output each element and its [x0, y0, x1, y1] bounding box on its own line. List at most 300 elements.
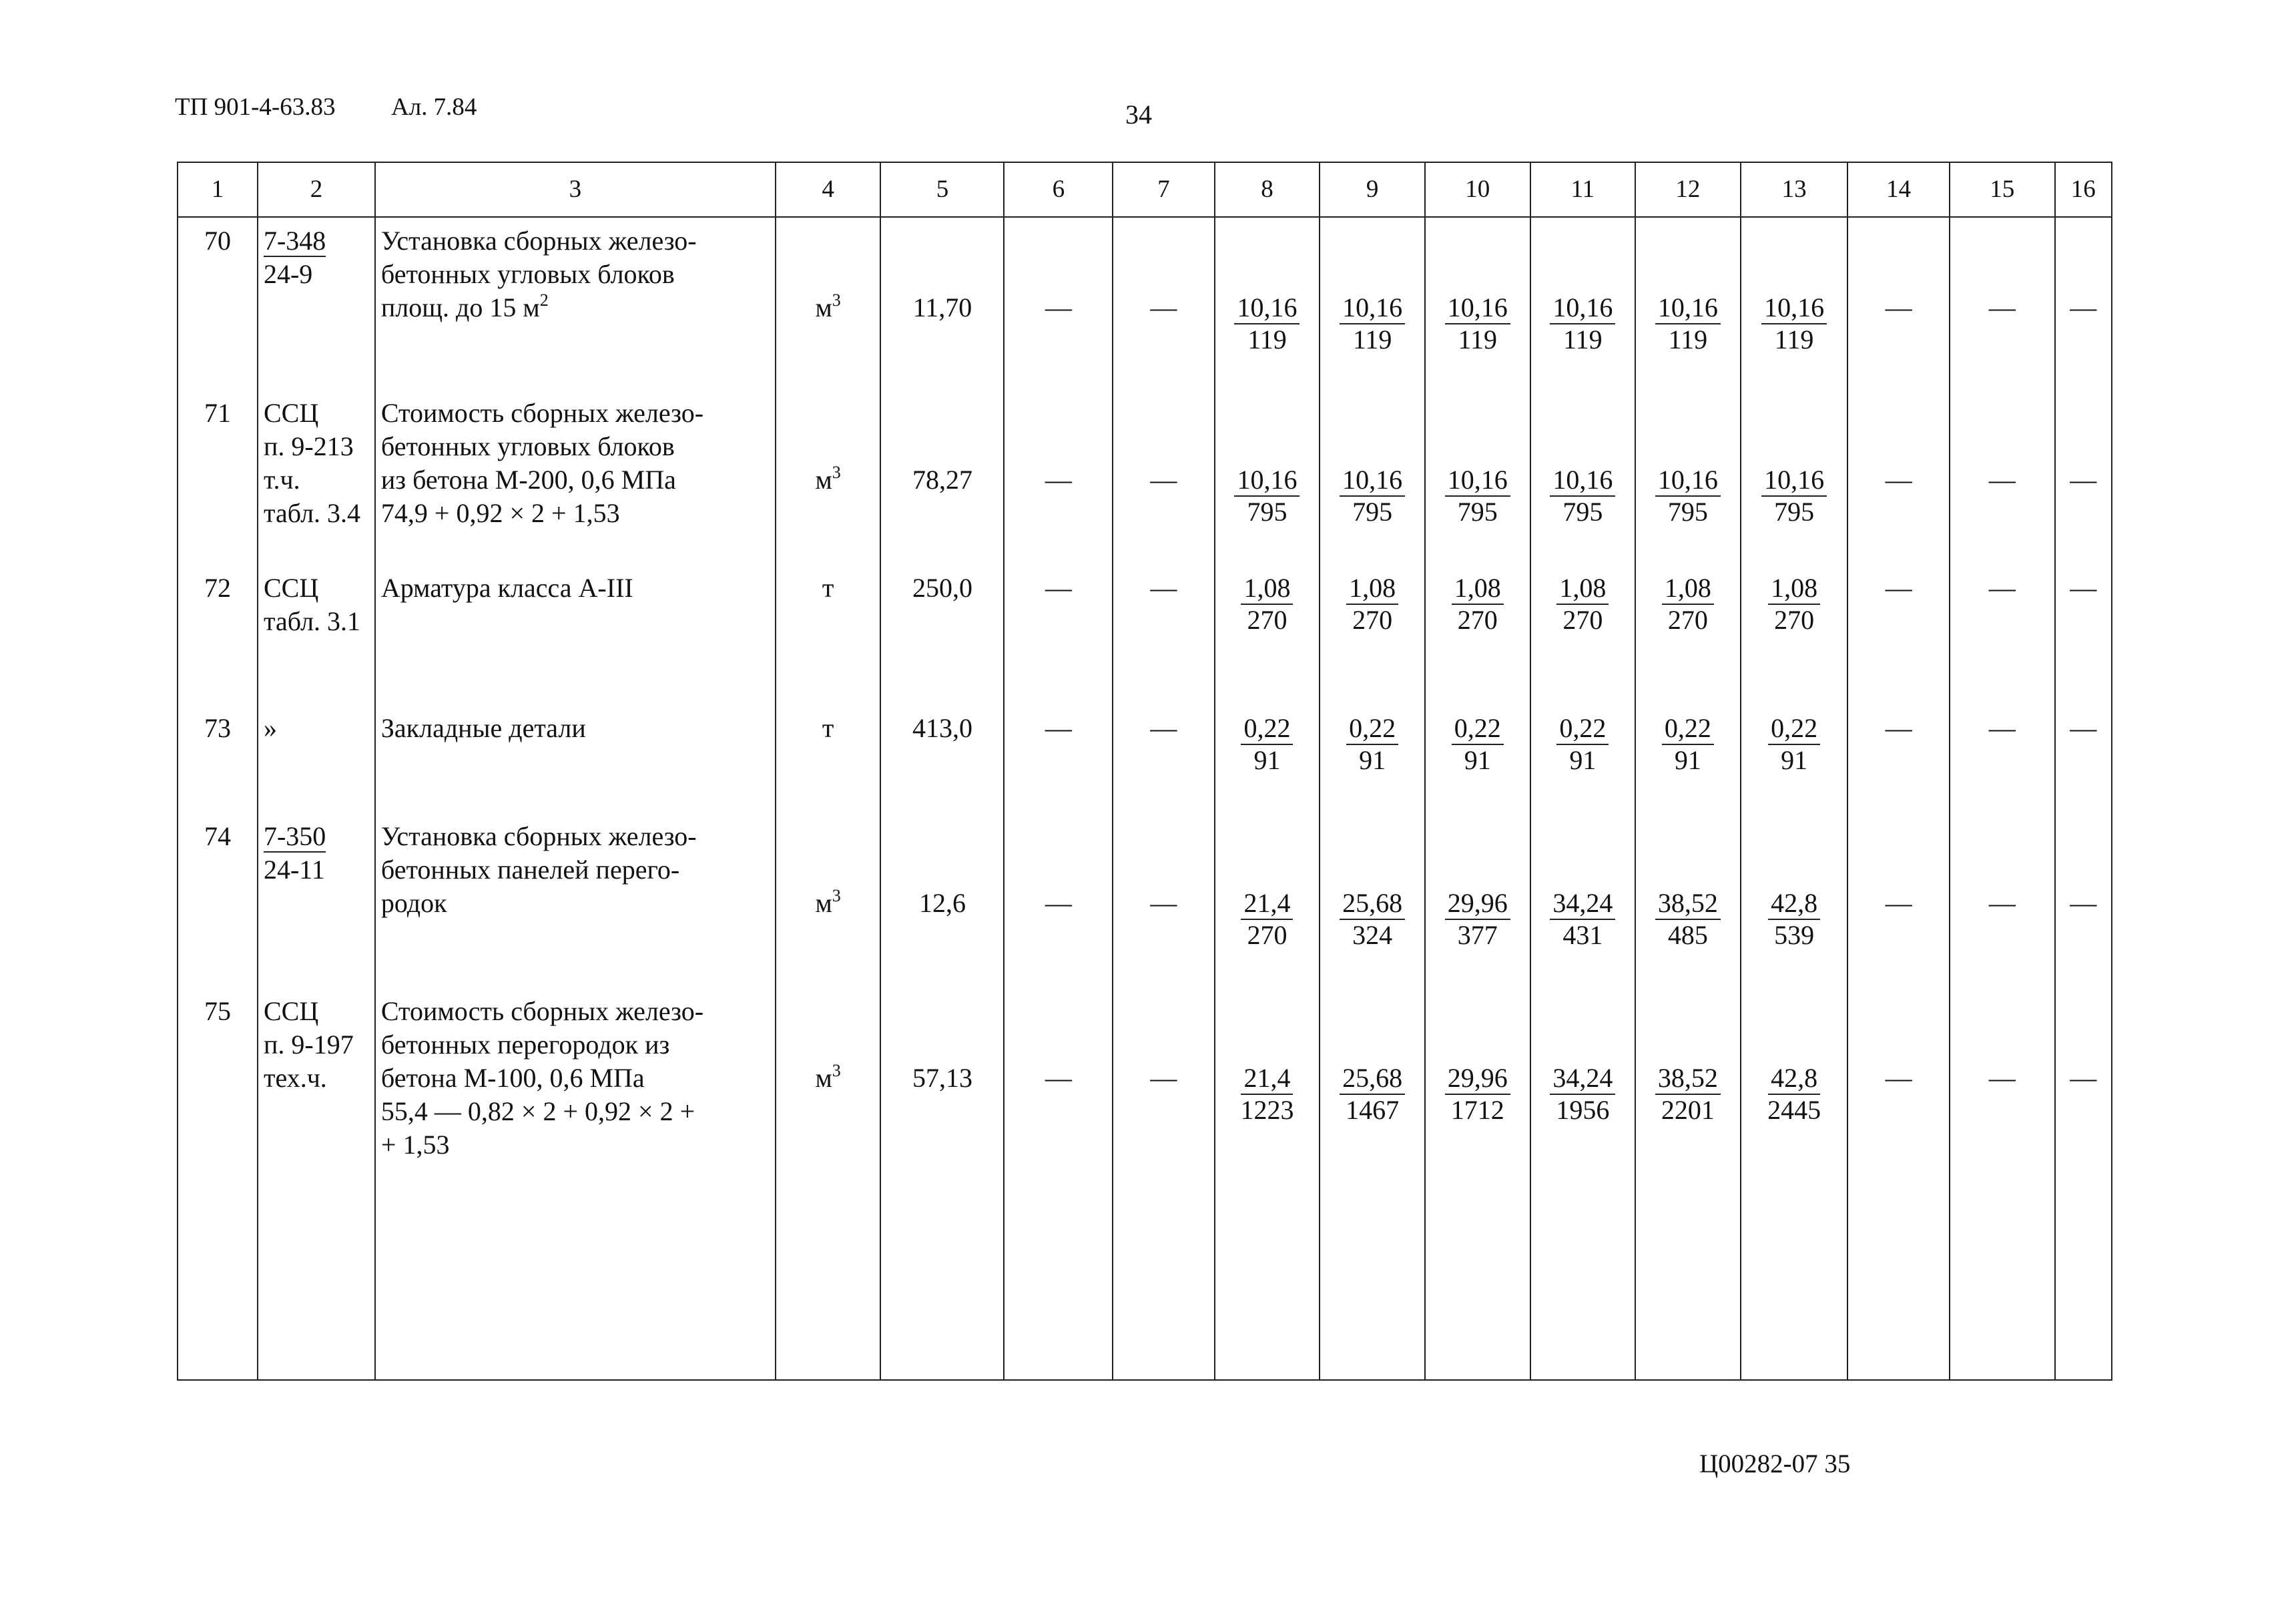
quantity-cost-fraction: [1234, 292, 1300, 355]
description-line: 74,9 + 0,92 × 2 + 1,53: [380, 498, 620, 528]
quantity-cost-cell: [1215, 813, 1320, 988]
col14-cell: [1847, 988, 1950, 1380]
unit-cell-value: $м^3$: [815, 885, 841, 918]
spacer: [1956, 397, 2049, 463]
col15-cell-value: —: [1988, 1063, 2016, 1093]
quantity-value: 10,16: [1550, 292, 1615, 324]
table-row: [178, 705, 2112, 813]
quantity-cost-fraction: [1340, 888, 1405, 951]
unit-cell-value: $м^3$: [815, 290, 841, 322]
cost-value: 119: [1352, 324, 1392, 355]
spacer: [2061, 397, 2106, 463]
col7-cell-value: —: [1150, 888, 1177, 918]
spacer: [1326, 224, 1419, 291]
quantity-cost-fraction: [1237, 1063, 1296, 1126]
quantity-cost-cell: [1741, 813, 1848, 988]
quantity-value: 29,96: [1445, 888, 1510, 920]
quantity-value: 38,52: [1655, 1063, 1721, 1095]
quantity-value: 10,16: [1655, 465, 1721, 497]
col15-cell: [1950, 988, 2055, 1380]
spacer: [1641, 995, 1735, 1062]
spacer: [1853, 820, 1944, 887]
quantity-value: 42,8: [1768, 1063, 1820, 1095]
quantity-cost-fraction: [1241, 888, 1293, 951]
quantity-cost-cell: [1635, 217, 1741, 390]
cost-value: 795: [1352, 497, 1393, 527]
column-header-5: 5: [880, 162, 1004, 217]
norm-reference: [258, 565, 375, 705]
quantity-cost-cell: [1215, 988, 1320, 1380]
cost-value: 1956: [1556, 1095, 1610, 1125]
quantity-value: 42,8: [1768, 888, 1820, 920]
quantity-cost-cell: [1320, 565, 1425, 705]
page-number: 34: [1125, 99, 1152, 130]
col6-cell-value: —: [1045, 573, 1072, 603]
column-header-6: 6: [1004, 162, 1113, 217]
col14-cell-value: —: [1885, 292, 1912, 322]
col16-cell: [2055, 988, 2112, 1380]
unit-price-cell-value: 78,27: [912, 465, 972, 495]
norm-reference: [258, 988, 375, 1380]
reference-line: п. 9-213: [263, 431, 354, 461]
unit-cell-value: $м^3$: [815, 1060, 841, 1093]
reference-line: 24-11: [263, 855, 325, 885]
quantity-cost-cell: [1320, 813, 1425, 988]
quantity-value: 29,96: [1445, 1063, 1510, 1095]
quantity-value: 10,16: [1234, 465, 1300, 497]
spacer: [1119, 397, 1209, 463]
col6-cell: [1004, 988, 1113, 1380]
quantity-cost-fraction: [1662, 713, 1714, 776]
description-line: Закладные детали: [380, 713, 586, 743]
cost-value: 91: [1569, 745, 1597, 775]
reference-line: ССЦ: [263, 573, 319, 603]
estimate-table: [177, 162, 2112, 1381]
cost-value: 270: [1457, 605, 1498, 635]
description-line: бетонных угловых блоков: [380, 259, 675, 289]
quantity-value: 25,68: [1340, 1063, 1405, 1095]
work-description: [375, 705, 776, 813]
reference-line: п. 9-197: [263, 1029, 354, 1060]
quantity-cost-cell: [1741, 390, 1848, 565]
quantity-cost-cell: [1215, 705, 1320, 813]
quantity-value: 1,08: [1241, 573, 1293, 605]
description-line: бетона М-100, 0,6 МПа: [380, 1063, 645, 1093]
column-header-15: 15: [1950, 162, 2055, 217]
column-header-13: 13: [1741, 162, 1848, 217]
quantity-cost-fraction: [1761, 292, 1827, 355]
reference-line: ССЦ: [263, 398, 319, 428]
col6-cell: [1004, 813, 1113, 988]
col16-cell-value: —: [2070, 292, 2097, 322]
quantity-cost-cell: [1530, 565, 1636, 705]
quantity-cost-fraction: [1340, 1063, 1405, 1126]
col6-cell-value: —: [1045, 465, 1072, 495]
quantity-cost-cell: [1635, 988, 1741, 1380]
cost-value: 1223: [1240, 1095, 1294, 1125]
quantity-cost-cell: [1741, 565, 1848, 705]
cost-value: 485: [1667, 920, 1708, 950]
reference-numerator: 7-348: [263, 226, 326, 256]
quantity-cost-fraction: [1445, 465, 1510, 527]
quantity-cost-fraction: [1550, 888, 1615, 951]
cost-value: 431: [1562, 920, 1603, 950]
quantity-cost-cell: [1425, 217, 1530, 390]
quantity-cost-fraction: [1234, 465, 1300, 527]
quantity-value: 1,08: [1556, 573, 1609, 605]
cost-value: 119: [1458, 324, 1497, 355]
quantity-cost-fraction: [1768, 888, 1820, 951]
quantity-cost-fraction: [1241, 573, 1293, 636]
col16-cell: [2055, 705, 2112, 813]
cost-value: 795: [1247, 497, 1287, 527]
row-number: 71: [178, 390, 258, 565]
norm-reference: [258, 217, 375, 390]
col14-cell-value: —: [1885, 465, 1912, 495]
description-line: из бетона М-200, 0,6 МПа: [380, 465, 676, 495]
spacer: [1641, 224, 1735, 291]
quantity-cost-fraction: [1761, 465, 1827, 527]
quantity-cost-cell: [1425, 813, 1530, 988]
quantity-cost-fraction: [1346, 713, 1398, 776]
spacer: [1536, 224, 1630, 291]
cost-value: 119: [1668, 324, 1708, 355]
quantity-cost-fraction: [1241, 713, 1293, 776]
quantity-value: 1,08: [1346, 573, 1398, 605]
quantity-value: 10,16: [1761, 465, 1827, 497]
description-line: 55,4 — 0,82 × 2 + 0,92 × 2 +: [380, 1096, 695, 1126]
quantity-value: 10,16: [1340, 465, 1405, 497]
unit-price-cell: [880, 813, 1004, 988]
col14-cell-value: —: [1885, 1063, 1912, 1093]
spacer: [782, 397, 875, 463]
work-description: [375, 390, 776, 565]
spacer: [886, 995, 998, 1062]
unit-price-cell: [880, 390, 1004, 565]
table-row: [178, 390, 2112, 565]
quantity-cost-cell: [1530, 705, 1636, 813]
spacer: [1853, 224, 1944, 291]
col16-cell-value: —: [2070, 1063, 2097, 1093]
quantity-cost-cell: [1425, 565, 1530, 705]
quantity-value: 1,08: [1662, 573, 1714, 605]
description-line: Установка сборных железо-: [380, 226, 697, 256]
col14-cell: [1847, 705, 1950, 813]
column-header-12: 12: [1635, 162, 1741, 217]
work-description: [375, 217, 776, 390]
column-header-3: 3: [375, 162, 776, 217]
spacer: [1119, 820, 1209, 887]
spacer: [1747, 224, 1842, 291]
quantity-cost-cell: [1635, 813, 1741, 988]
quantity-cost-cell: [1215, 390, 1320, 565]
reference-line: табл. 3.4: [263, 498, 361, 528]
quantity-cost-fraction: [1550, 465, 1615, 527]
col14-cell-value: —: [1885, 888, 1912, 918]
quantity-cost-cell: [1425, 705, 1530, 813]
reference-line: 24-9: [263, 259, 313, 289]
spacer: [1956, 224, 2049, 291]
description-line: Установка сборных железо-: [380, 821, 697, 851]
description-line: площ. до 15 $м^2$: [380, 290, 549, 322]
unit-cell-value: т: [822, 573, 834, 603]
quantity-cost-fraction: [1768, 573, 1820, 636]
quantity-cost-fraction: [1655, 465, 1721, 527]
spacer: [1747, 820, 1842, 887]
unit-cell: [776, 217, 881, 390]
col7-cell: [1113, 390, 1215, 565]
quantity-cost-fraction: [1346, 573, 1398, 636]
spacer: [1431, 397, 1524, 463]
reference-line: [264, 820, 369, 853]
quantity-cost-fraction: [1340, 292, 1405, 355]
col15-cell-value: —: [1988, 292, 2016, 322]
col15-cell-value: —: [1988, 888, 2016, 918]
quantity-cost-fraction: [1662, 573, 1714, 636]
quantity-cost-fraction: [1445, 1063, 1510, 1126]
quantity-cost-cell: [1741, 217, 1848, 390]
quantity-cost-fraction: [1655, 1063, 1721, 1126]
col15-cell: [1950, 390, 2055, 565]
unit-price-cell-value: 57,13: [912, 1063, 972, 1093]
unit-cell: [776, 988, 881, 1380]
spacer: [1221, 224, 1314, 291]
quantity-cost-cell: [1635, 705, 1741, 813]
quantity-value: 10,16: [1340, 292, 1405, 324]
spacer: [1956, 995, 2049, 1062]
spacer: [1853, 995, 1944, 1062]
quantity-cost-cell: [1215, 217, 1320, 390]
col15-cell-value: —: [1988, 573, 2016, 603]
unit-cell: [776, 813, 881, 988]
quantity-value: 21,4: [1241, 1063, 1293, 1095]
col14-cell: [1847, 813, 1950, 988]
cost-value: 795: [1562, 497, 1603, 527]
column-header-11: 11: [1530, 162, 1636, 217]
col7-cell-value: —: [1150, 465, 1177, 495]
unit-cell: [776, 390, 881, 565]
unit-price-cell-value: 12,6: [918, 888, 966, 918]
quantity-value: 0,22: [1662, 713, 1714, 745]
quantity-cost-fraction: [1452, 713, 1504, 776]
row-number: 73: [178, 705, 258, 813]
col16-cell-value: —: [2070, 713, 2097, 743]
column-number-header: [178, 162, 2112, 217]
unit-cell-value: $м^3$: [815, 462, 841, 495]
description-line: Арматура класса А-III: [380, 573, 633, 603]
reference-line: ССЦ: [263, 996, 319, 1026]
cost-value: 377: [1457, 920, 1498, 950]
quantity-value: 0,22: [1241, 713, 1293, 745]
cost-value: 270: [1352, 605, 1393, 635]
spacer: [1010, 224, 1107, 291]
description-line: + 1,53: [380, 1130, 450, 1160]
row-number: 75: [178, 988, 258, 1380]
col6-cell: [1004, 705, 1113, 813]
cost-value: 795: [1667, 497, 1708, 527]
quantity-value: 0,22: [1346, 713, 1398, 745]
col16-cell-value: —: [2070, 888, 2097, 918]
quantity-value: 0,22: [1452, 713, 1504, 745]
work-description: [375, 988, 776, 1380]
col7-cell: [1113, 705, 1215, 813]
quantity-value: 10,16: [1445, 292, 1510, 324]
document-code: ТП 901-4-63.83: [175, 93, 336, 121]
quantity-cost-fraction: [1765, 1063, 1823, 1126]
cost-value: 91: [1359, 745, 1386, 775]
row-number: 72: [178, 565, 258, 705]
quantity-cost-cell: [1635, 390, 1741, 565]
spacer: [1747, 995, 1842, 1062]
column-header-2: 2: [258, 162, 375, 217]
cost-value: 324: [1352, 920, 1393, 950]
column-header-14: 14: [1847, 162, 1950, 217]
spacer: [2061, 820, 2106, 887]
col15-cell: [1950, 705, 2055, 813]
unit-cell: [776, 705, 881, 813]
cost-value: 2201: [1661, 1095, 1715, 1125]
cost-value: 795: [1774, 497, 1815, 527]
col6-cell: [1004, 217, 1113, 390]
column-header-10: 10: [1425, 162, 1530, 217]
row-number: 74: [178, 813, 258, 988]
quantity-value: 0,22: [1556, 713, 1609, 745]
col14-cell-value: —: [1885, 573, 1912, 603]
work-description: [375, 565, 776, 705]
quantity-cost-cell: [1320, 705, 1425, 813]
spacer: [1853, 397, 1944, 463]
quantity-cost-fraction: [1445, 292, 1510, 355]
quantity-cost-fraction: [1556, 713, 1609, 776]
quantity-value: 10,16: [1445, 465, 1510, 497]
quantity-value: 10,16: [1234, 292, 1300, 324]
quantity-value: 25,68: [1340, 888, 1405, 920]
quantity-cost-cell: [1320, 390, 1425, 565]
col6-cell-value: —: [1045, 1063, 1072, 1093]
description-line: бетонных угловых блоков: [380, 431, 675, 461]
column-header-7: 7: [1113, 162, 1215, 217]
reference-line: т.ч.: [263, 465, 300, 495]
col16-cell-value: —: [2070, 573, 2097, 603]
col15-cell-value: —: [1988, 713, 2016, 743]
cost-value: 119: [1774, 324, 1814, 355]
quantity-cost-cell: [1635, 565, 1741, 705]
quantity-cost-cell: [1320, 217, 1425, 390]
cost-value: 270: [1774, 605, 1815, 635]
reference-line: »: [263, 713, 277, 743]
unit-price-cell: [880, 565, 1004, 705]
footer-code: Ц00282-07 35: [1699, 1449, 1851, 1478]
spacer: [1119, 995, 1209, 1062]
cost-value: 270: [1247, 605, 1287, 635]
quantity-value: 1,08: [1768, 573, 1820, 605]
norm-reference: [258, 813, 375, 988]
description-line: Стоимость сборных железо-: [380, 398, 704, 428]
spacer: [1431, 224, 1524, 291]
unit-price-cell: [880, 988, 1004, 1380]
cost-value: 795: [1457, 497, 1498, 527]
reference-line: тех.ч.: [263, 1063, 327, 1093]
quantity-cost-cell: [1741, 705, 1848, 813]
description-line: бетонных перегородок из: [380, 1029, 670, 1060]
unit-price-cell-value: 11,70: [912, 292, 972, 322]
spacer: [886, 820, 998, 887]
quantity-value: 10,16: [1655, 292, 1721, 324]
col16-cell: [2055, 813, 2112, 988]
col7-cell-value: —: [1150, 573, 1177, 603]
description-line: родок: [380, 888, 447, 918]
col14-cell: [1847, 565, 1950, 705]
table-row: [178, 813, 2112, 988]
cost-value: 1712: [1450, 1095, 1504, 1125]
spacer: [1431, 820, 1524, 887]
quantity-cost-fraction: [1452, 573, 1504, 636]
spacer: [1641, 820, 1735, 887]
quantity-value: 34,24: [1550, 888, 1615, 920]
spacer: [1326, 397, 1419, 463]
spacer: [1010, 995, 1107, 1062]
quantity-cost-fraction: [1445, 888, 1510, 951]
spacer: [1641, 397, 1735, 463]
cost-value: 119: [1563, 324, 1603, 355]
quantity-value: 34,24: [1550, 1063, 1615, 1095]
col6-cell: [1004, 565, 1113, 705]
spacer: [782, 995, 875, 1062]
spacer: [1956, 820, 2049, 887]
spacer: [1221, 995, 1314, 1062]
column-header-4: 4: [776, 162, 881, 217]
quantity-cost-fraction: [1550, 292, 1615, 355]
unit-price-cell-value: 250,0: [912, 573, 972, 603]
col7-cell: [1113, 988, 1215, 1380]
spacer: [886, 224, 998, 291]
col7-cell-value: —: [1150, 292, 1177, 322]
cost-value: 2445: [1767, 1095, 1821, 1125]
cost-value: 119: [1247, 324, 1287, 355]
spacer: [1536, 995, 1630, 1062]
cost-value: 91: [1464, 745, 1491, 775]
spacer: [1431, 995, 1524, 1062]
spacer: [1536, 397, 1630, 463]
description-line: бетонных панелей перего-: [380, 855, 680, 885]
spacer: [2061, 224, 2106, 291]
col15-cell: [1950, 565, 2055, 705]
quantity-cost-fraction: [1655, 888, 1721, 951]
spacer: [1119, 224, 1209, 291]
spacer: [2061, 995, 2106, 1062]
quantity-value: 21,4: [1241, 888, 1293, 920]
col7-cell: [1113, 813, 1215, 988]
quantity-cost-cell: [1530, 217, 1636, 390]
cost-value: 270: [1667, 605, 1708, 635]
reference-numerator: 7-350: [263, 821, 326, 851]
reference-line: табл. 3.1: [263, 606, 361, 636]
quantity-value: 0,22: [1768, 713, 1820, 745]
col6-cell-value: —: [1045, 888, 1072, 918]
col6-cell: [1004, 390, 1113, 565]
cost-value: 91: [1781, 745, 1808, 775]
col7-cell-value: —: [1150, 713, 1177, 743]
quantity-cost-cell: [1530, 988, 1636, 1380]
col7-cell: [1113, 565, 1215, 705]
spacer: [1010, 397, 1107, 463]
cost-value: 91: [1253, 745, 1281, 775]
col7-cell: [1113, 217, 1215, 390]
quantity-cost-fraction: [1768, 713, 1820, 776]
quantity-cost-cell: [1530, 390, 1636, 565]
column-header-1: 1: [178, 162, 258, 217]
col7-cell-value: —: [1150, 1063, 1177, 1093]
